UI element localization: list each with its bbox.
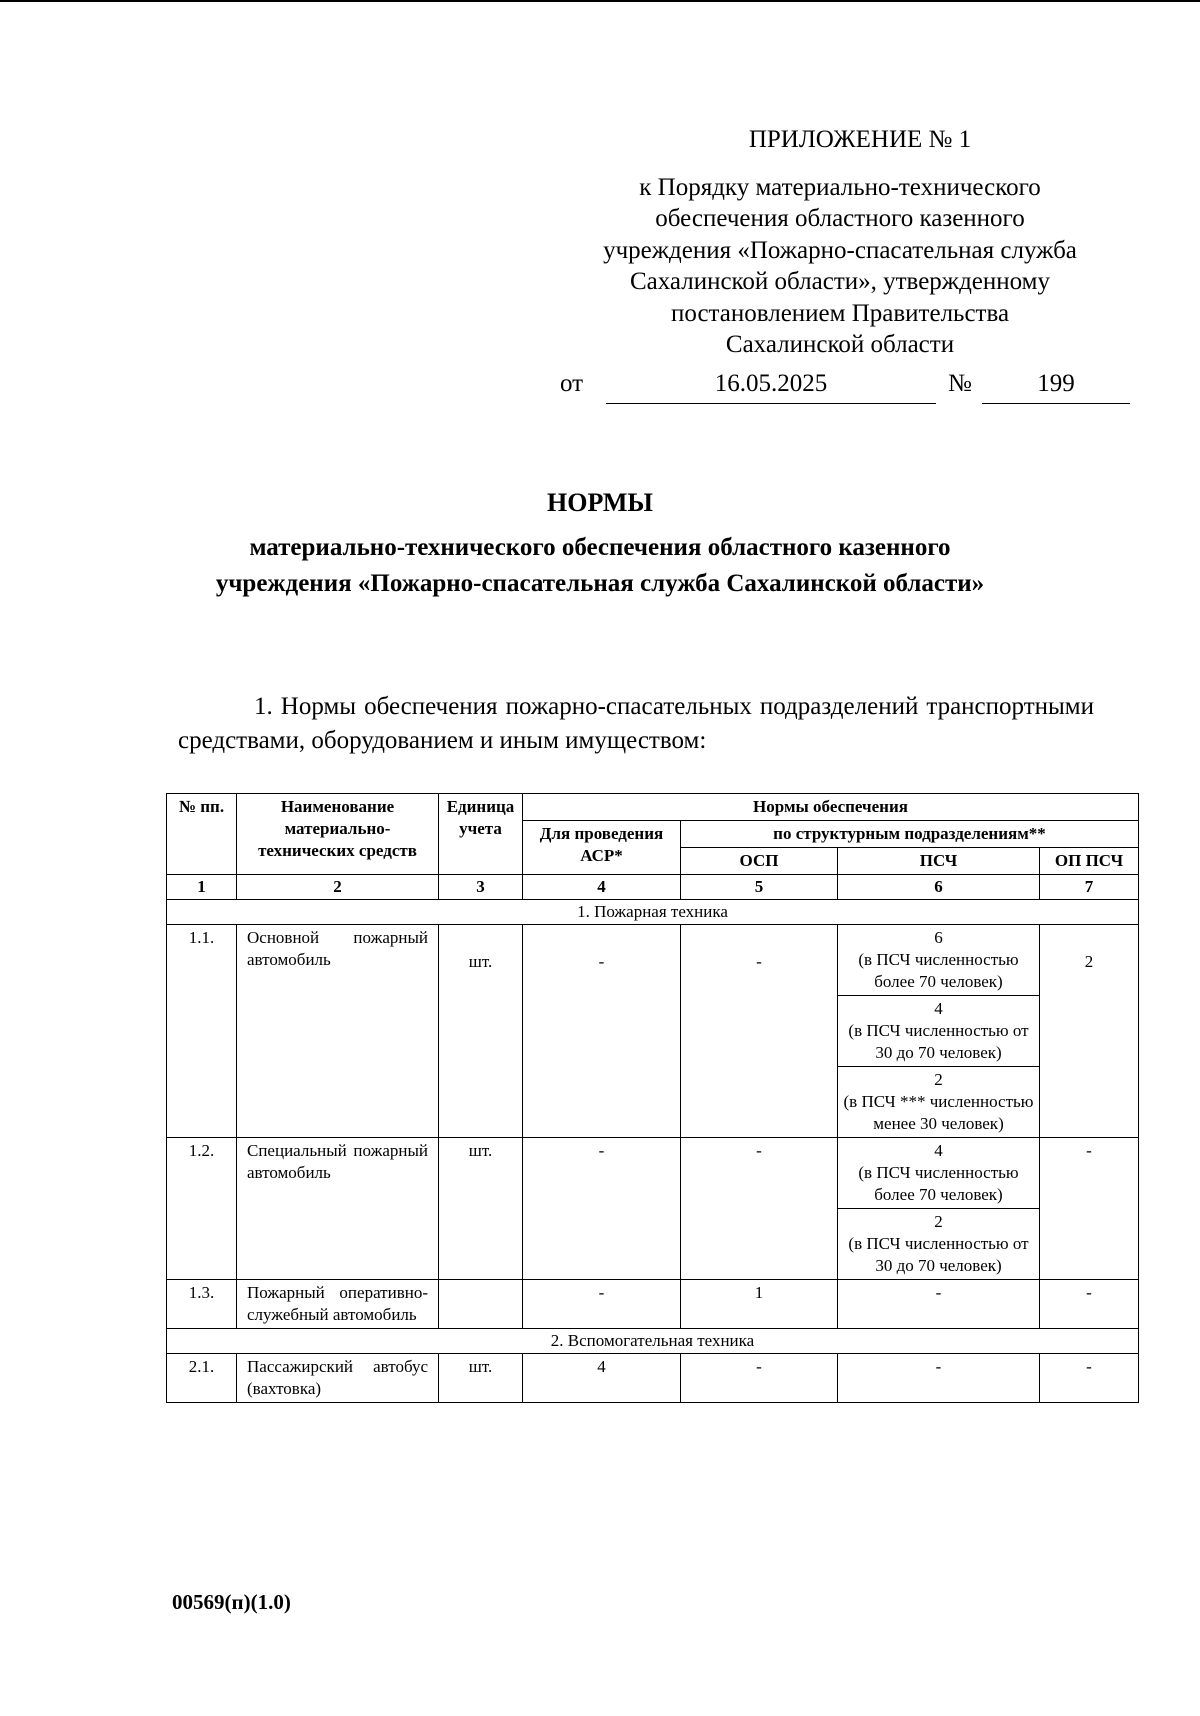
appendix-block [540, 124, 1140, 361]
section-row [167, 1329, 1139, 1354]
document-title: НОРМЫ [547, 488, 653, 517]
row-number: 1.3. [167, 1280, 237, 1329]
row-unit: шт. [439, 925, 523, 1138]
header-asr: Для проведения АСР* [523, 821, 681, 875]
column-number: 2 [237, 875, 439, 900]
psch-note: (в ПСЧ численностью от 30 до 70 человек) [848, 1021, 1029, 1062]
row-psch-cell [838, 1067, 1040, 1138]
section-title: 2. Вспомогательная техника [167, 1329, 1139, 1354]
row-asr: - [523, 1280, 681, 1329]
row-osp: 1 [681, 1280, 838, 1329]
column-number: 1 [167, 875, 237, 900]
document-subtitle [150, 530, 1050, 602]
document-code: 00569(п)(1.0) [172, 1590, 291, 1614]
column-number: 3 [439, 875, 523, 900]
table-row [167, 1138, 1139, 1209]
header-osp: ОСП [681, 848, 838, 875]
row-unit [439, 1280, 523, 1329]
header-psch: ПСЧ [838, 848, 1040, 875]
subtitle-line: материально-технического обеспечения областного казенного [249, 534, 951, 561]
number-label: № [948, 370, 972, 397]
appendix-line: к Порядку материально-технического [639, 173, 1041, 201]
table-row [167, 1280, 1139, 1329]
row-asr: - [523, 1138, 681, 1280]
table-row [167, 1354, 1139, 1403]
header-num: № пп. [167, 794, 237, 875]
header-by-units: по структурным подразделениям** [681, 821, 1139, 848]
column-number: 7 [1040, 875, 1139, 900]
appendix-line: Сахалинской области [725, 331, 955, 358]
appendix-line: постановлением Правительства [670, 299, 1010, 327]
section-title: 1. Пожарная техника [167, 900, 1139, 925]
row-osp: - [681, 1138, 838, 1280]
norms-table [166, 793, 1139, 1403]
psch-value: 4 [934, 999, 943, 1018]
column-number: 6 [838, 875, 1040, 900]
psch-note: (в ПСЧ численностью более 70 человек) [858, 1163, 1019, 1204]
column-number: 5 [681, 875, 838, 900]
appendix-line: Сахалинской области», утвержденному [629, 268, 1051, 295]
row-op: - [1040, 1138, 1139, 1280]
psch-note: (в ПСЧ *** численностью менее 30 человек) [843, 1092, 1034, 1133]
row-name: Основной пожарный автомобиль [237, 925, 439, 1138]
header-name: Наименование материально-технических средств [237, 794, 439, 875]
row-name: Пожарный оперативно-служебный автомобиль [237, 1280, 439, 1329]
row-psch-cell [838, 1209, 1040, 1280]
column-number-row [167, 875, 1139, 900]
approval-date-line [560, 370, 1130, 406]
row-op: - [1040, 1280, 1139, 1329]
approval-number: 199 [982, 370, 1130, 404]
header-op-psch: ОП ПСЧ [1040, 848, 1139, 875]
row-osp: - [681, 925, 838, 1138]
row-osp: - [681, 1354, 838, 1403]
row-unit: шт. [439, 1354, 523, 1403]
approval-date: 16.05.2025 [606, 370, 936, 404]
from-label: от [560, 370, 584, 397]
header-norms: Нормы обеспечения [523, 794, 1139, 821]
row-name: Пассажирский автобус (вахтовка) [237, 1354, 439, 1403]
row-number: 1.1. [167, 925, 237, 1138]
row-asr: 4 [523, 1354, 681, 1403]
section-row [167, 900, 1139, 925]
row-op: 2 [1040, 925, 1139, 1138]
psch-note: (в ПСЧ численностью от 30 до 70 человек) [848, 1234, 1029, 1275]
row-name: Специальный пожарный автомобиль [237, 1138, 439, 1280]
row-psch: - [838, 1354, 1040, 1403]
row-unit: шт. [439, 1138, 523, 1280]
header-unit: Единица учета [439, 794, 523, 875]
row-psch-cell [838, 1138, 1040, 1209]
row-psch: - [838, 1280, 1040, 1329]
appendix-line: обеспечения областного казенного [655, 205, 1025, 232]
table-row [167, 925, 1139, 996]
row-op: - [1040, 1354, 1139, 1403]
row-number: 2.1. [167, 1354, 237, 1403]
row-number: 1.2. [167, 1138, 237, 1280]
row-psch-cell [838, 996, 1040, 1067]
section-intro: 1. Нормы обеспечения пожарно-спасательных подразделений транспортными средствами, оборудованием и иным имуществом: [178, 693, 1094, 754]
appendix-title: ПРИЛОЖЕНИЕ № 1 [748, 126, 972, 153]
psch-value: 2 [934, 1212, 943, 1231]
subtitle-line: учреждения «Пожарно-спасательная служба Сахалинской области» [215, 570, 985, 597]
psch-value: 6 [934, 928, 943, 947]
row-psch-cell [838, 925, 1040, 996]
psch-value: 2 [934, 1070, 943, 1089]
psch-note: (в ПСЧ численностью более 70 человек) [858, 950, 1019, 991]
row-asr: - [523, 925, 681, 1138]
appendix-line: учреждения «Пожарно-спасательная служба [603, 236, 1077, 264]
psch-value: 4 [934, 1141, 943, 1160]
top-border-line [0, 0, 1200, 2]
column-number: 4 [523, 875, 681, 900]
